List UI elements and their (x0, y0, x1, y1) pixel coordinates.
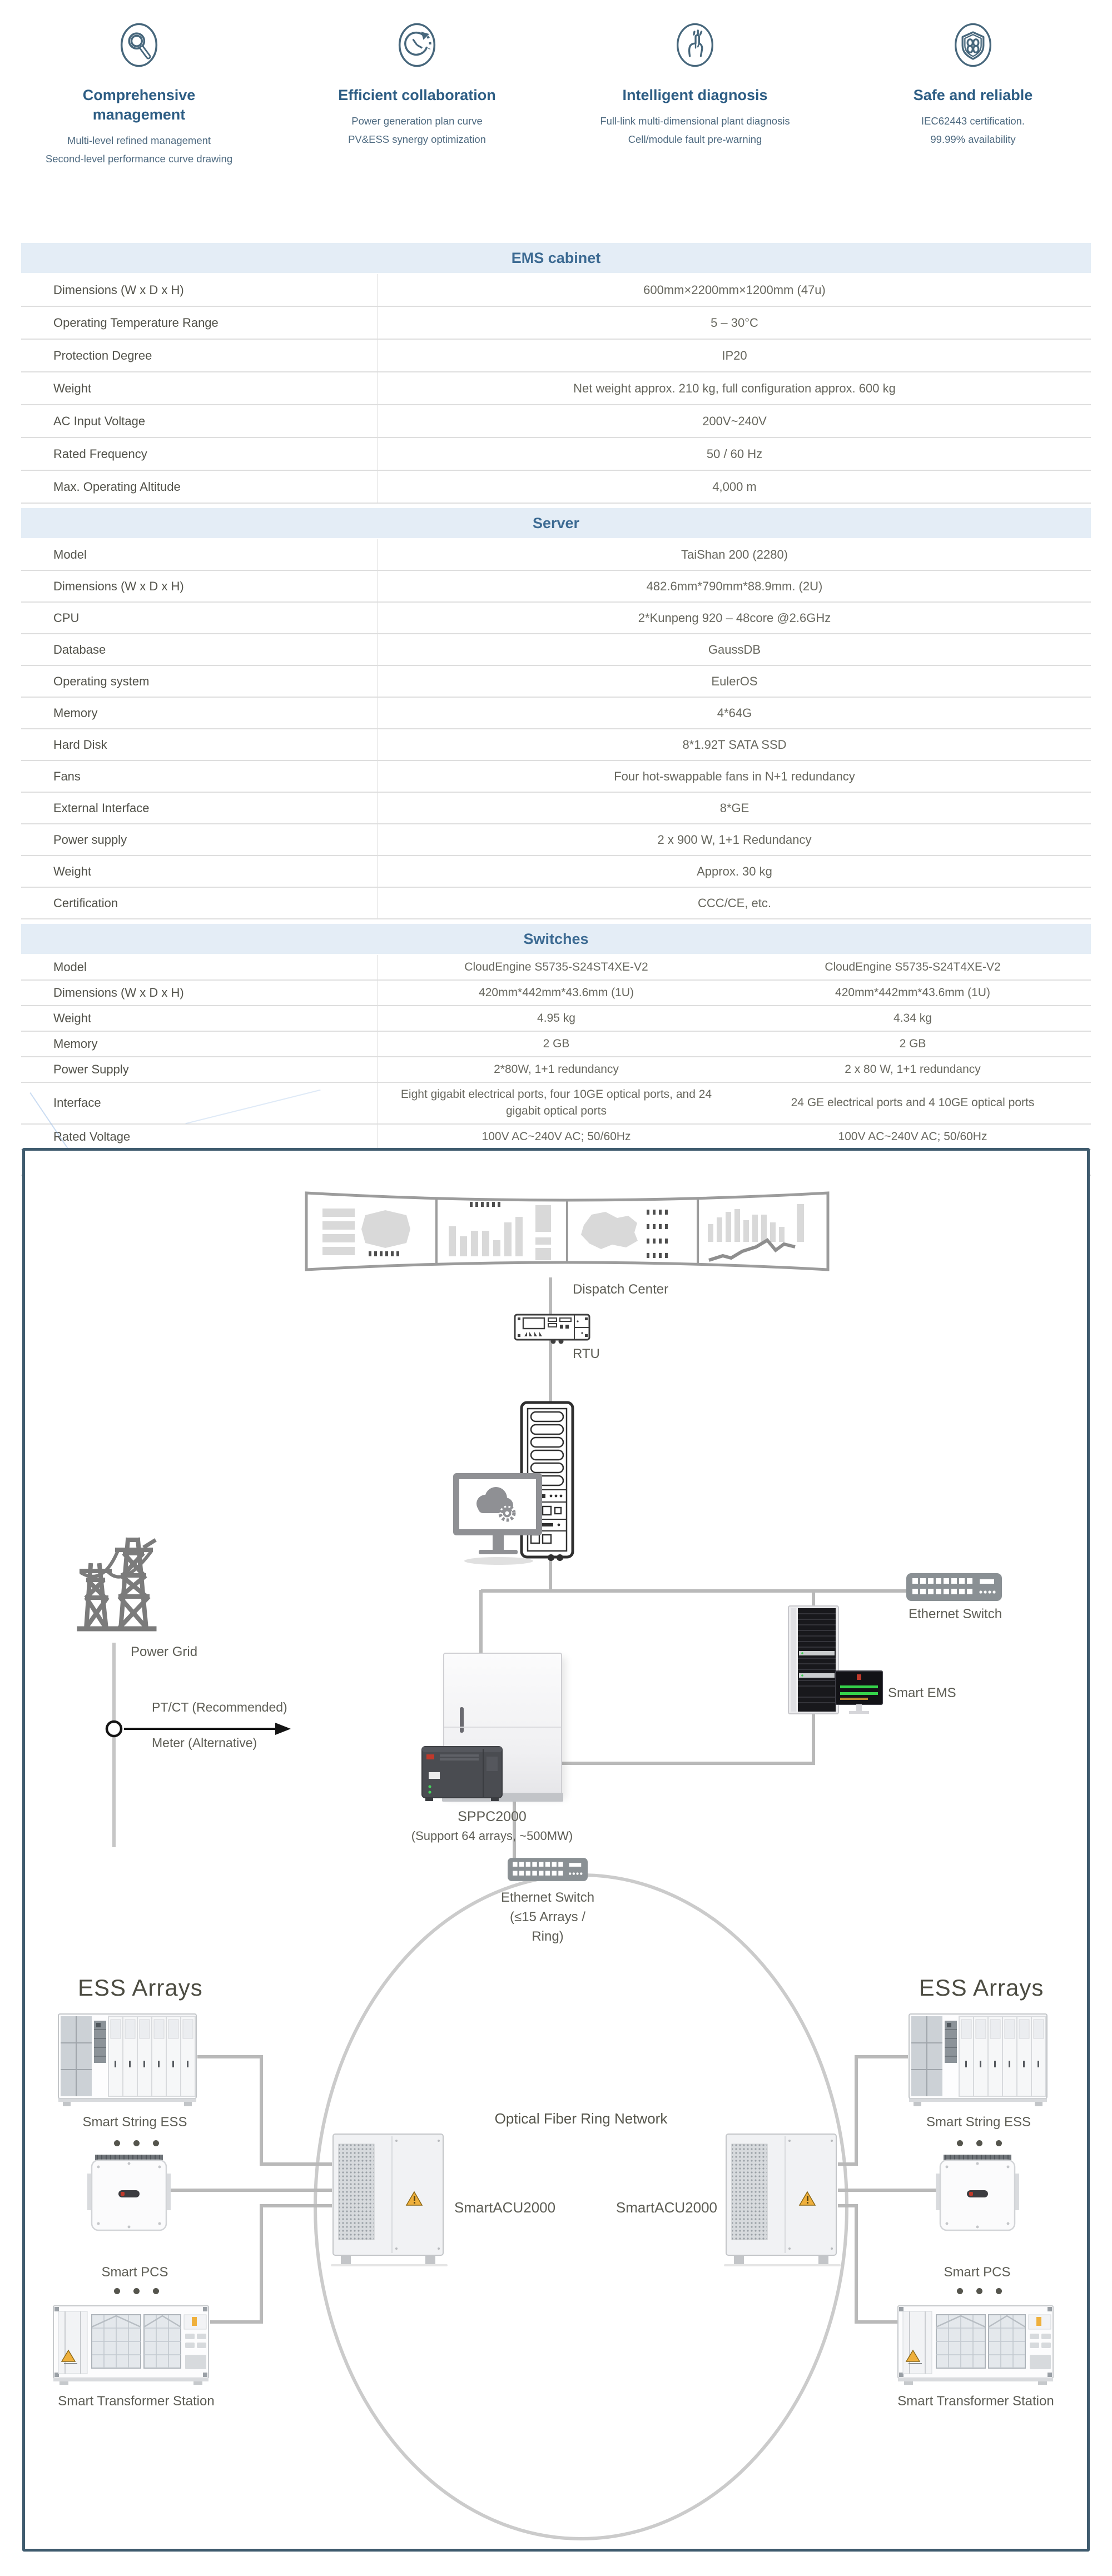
row-value: 200V~240V (702, 414, 767, 428)
row-value-switch-2: CloudEngine S5735-S24T4XE-V2 (825, 960, 1001, 973)
table-title-switches: Switches (21, 924, 1091, 954)
server-rows (21, 539, 1091, 919)
table-row (21, 981, 1091, 1006)
row-value-switch-1: 4.95 kg (537, 1011, 575, 1025)
feature-section (0, 4, 1112, 168)
table-row (21, 824, 1091, 856)
row-label: Operating system (21, 666, 378, 697)
table-row (21, 698, 1091, 729)
ethernet-switch-ring-icon (508, 1857, 588, 1882)
row-label: Weight (21, 856, 378, 887)
meter-label: Meter (Alternative) (152, 1735, 257, 1750)
feature-subtitle: 99.99% availability (930, 133, 1016, 146)
row-label: Protection Degree (21, 340, 378, 371)
table-row (21, 307, 1091, 340)
feature-subtitle: Power generation plan curve (351, 115, 483, 127)
table-title-ems-cabinet: EMS cabinet (21, 243, 1091, 273)
smart-string-ess-left (57, 2010, 197, 2108)
more-units-dots (114, 2288, 159, 2294)
feature-title: Comprehensive management (82, 87, 196, 123)
feature-subtitle-list (921, 112, 1025, 149)
table-row (21, 888, 1091, 919)
ethernet-switch-icon (906, 1573, 1002, 1601)
more-units-dots (957, 2288, 1002, 2294)
feature-subtitle: PV&ESS synergy optimization (348, 133, 486, 146)
feature-subtitle: Cell/module fault pre-warning (628, 133, 762, 146)
smart-ems-rack (788, 1605, 839, 1714)
row-value-switch-1: 100V AC~240V AC; 50/60Hz (481, 1130, 631, 1143)
table-row (21, 274, 1091, 307)
ethernet-switch-top-label: Ethernet Switch (908, 1607, 1002, 1622)
row-value-switch-1: 420mm*442mm*43.6mm (1U) (479, 986, 634, 999)
row-value: 5 – 30°C (711, 315, 758, 330)
table-row (21, 666, 1091, 698)
clock-refresh-icon (391, 19, 443, 71)
architecture-diagram (22, 1148, 1090, 2552)
feature-subtitle-list (600, 112, 790, 149)
row-label: Dimensions (W x D x H) (21, 274, 378, 306)
row-label: Interface (21, 1083, 378, 1123)
row-label: Operating Temperature Range (21, 307, 378, 339)
row-value-switch-1: 2*80W, 1+1 redundancy (494, 1062, 619, 1076)
row-value: Four hot-swappable fans in N+1 redundancy (614, 769, 855, 783)
feature-title: Intelligent diagnosis (622, 87, 768, 103)
row-value: 50 / 60 Hz (706, 446, 763, 461)
table-row (21, 856, 1091, 888)
row-value-switch-2: 420mm*442mm*43.6mm (1U) (835, 986, 990, 999)
table-row (21, 1057, 1091, 1083)
row-label: Model (21, 955, 378, 979)
dispatch-center-label: Dispatch Center (573, 1282, 669, 1297)
grid-tap-node (107, 1722, 121, 1736)
shield-icon (947, 19, 999, 71)
switches-table (21, 924, 1091, 1176)
feature-subtitle: IEC62443 certification. (921, 115, 1025, 127)
table-row (21, 571, 1091, 603)
row-value: 600mm×2200mm×1200mm (47u) (643, 282, 826, 297)
table-row (21, 405, 1091, 438)
smart-string-ess-left-label: Smart String ESS (82, 2115, 187, 2130)
table-row (21, 539, 1091, 571)
row-label: Power Supply (21, 1057, 378, 1082)
table-row (21, 1125, 1091, 1150)
row-label: Weight (21, 372, 378, 404)
row-value: EulerOS (711, 674, 758, 688)
smart-transformer-left (52, 2303, 210, 2385)
row-value: 482.6mm*790mm*88.9mm. (2U) (646, 579, 823, 593)
row-value-switch-2: 2 GB (899, 1037, 926, 1050)
table-row (21, 603, 1091, 634)
row-label: AC Input Voltage (21, 405, 378, 437)
row-value-switch-1: 2 GB (543, 1037, 570, 1050)
table-row (21, 955, 1091, 981)
smartacu2000-left-label: SmartACU2000 (454, 2199, 556, 2216)
smart-transformer-left-label: Smart Transformer Station (58, 2394, 215, 2409)
feature-subtitle: Full-link multi-dimensional plant diagnosis (600, 115, 790, 127)
row-label: External Interface (21, 793, 378, 823)
table-row (21, 761, 1091, 793)
ptct-label: PT/CT (Recommended) (152, 1700, 287, 1714)
feature-intelligent-diagnosis (556, 4, 834, 168)
ems-cabinet-table (21, 243, 1091, 504)
power-grid-label: Power Grid (131, 1644, 198, 1659)
row-value: 4,000 m (712, 479, 757, 494)
switches-rows (21, 955, 1091, 1176)
feature-subtitle-list (348, 112, 486, 149)
feature-efficient-collaboration (278, 4, 556, 168)
smart-transformer-right (896, 2303, 1055, 2385)
table-row (21, 438, 1091, 471)
smart-transformer-right-label: Smart Transformer Station (897, 2394, 1054, 2409)
sppc2000-sublabel: (Support 64 arrays, ~500MW) (411, 1829, 573, 1843)
row-value: IP20 (722, 348, 747, 362)
row-label: Memory (21, 698, 378, 728)
row-label: Memory (21, 1032, 378, 1056)
table-row (21, 729, 1091, 761)
row-value: 8*1.92T SATA SSD (682, 737, 787, 752)
magnifier-icon (113, 19, 165, 71)
row-label: Database (21, 634, 378, 665)
feature-title: Safe and reliable (913, 87, 1033, 103)
row-label: Weight (21, 1006, 378, 1031)
row-value-switch-1: CloudEngine S5735-S24ST4XE-V2 (464, 960, 648, 973)
dispatch-center-screens (303, 1185, 831, 1277)
smartacu2000-left (330, 2132, 449, 2268)
row-label: Max. Operating Altitude (21, 471, 378, 503)
smart-pcs-left (87, 2155, 171, 2234)
table-row (21, 793, 1091, 824)
feature-comprehensive-management (0, 4, 278, 168)
sppc2000-label: SPPC2000 (458, 1809, 527, 1824)
row-value: 4*64G (717, 705, 752, 720)
table-row (21, 340, 1091, 372)
row-label: Power supply (21, 824, 378, 855)
row-label: Rated Voltage (21, 1125, 378, 1149)
smartacu2000-right (723, 2132, 842, 2268)
table-row (21, 1083, 1091, 1125)
feature-subtitle: Multi-level refined management (67, 135, 211, 147)
row-value: 8*GE (719, 800, 749, 815)
more-units-dots (114, 2140, 159, 2146)
ethernet-switch-ring-label: Ethernet Switch (≤15 Arrays / Ring) (500, 1890, 595, 1944)
table-row (21, 471, 1091, 504)
table-row (21, 634, 1091, 666)
more-units-dots (957, 2140, 1002, 2146)
row-value-switch-2: 100V AC~240V AC; 50/60Hz (838, 1130, 987, 1143)
rtu-icon (513, 1311, 591, 1346)
row-value: 2*Kunpeng 920 – 48core @2.6GHz (638, 610, 831, 625)
cloud-management-monitor-icon (452, 1472, 544, 1567)
smart-pcs-right-label: Smart PCS (944, 2265, 1011, 2280)
ess-arrays-right-heading: ESS Arrays (919, 1975, 1044, 2001)
row-label: CPU (21, 603, 378, 633)
smart-ems-monitor (835, 1670, 883, 1717)
smart-ems-label: Smart EMS (888, 1685, 956, 1700)
row-value: Net weight approx. 210 kg, full configuration approx. 600 kg (573, 381, 896, 395)
row-value: 2 x 900 W, 1+1 Redundancy (657, 832, 812, 847)
row-value: CCC/CE, etc. (697, 896, 772, 910)
smartacu2000-right-label: SmartACU2000 (615, 2199, 717, 2216)
smart-pcs-right (936, 2155, 1019, 2234)
row-label: Rated Frequency (21, 438, 378, 470)
row-label: Model (21, 539, 378, 570)
snap-fingers-icon (669, 19, 721, 71)
row-value: GaussDB (708, 642, 761, 657)
table-title-server: Server (21, 508, 1091, 538)
row-value-switch-2: 2 x 80 W, 1+1 redundancy (845, 1062, 981, 1076)
table-row (21, 372, 1091, 405)
row-value-switch-1: Eight gigabit electrical ports, four 10GE optical ports, and 24 gigabit optical ports (400, 1088, 712, 1118)
feature-subtitle-list (46, 131, 232, 168)
smart-string-ess-right (908, 2010, 1048, 2108)
row-label: Dimensions (W x D x H) (21, 571, 378, 601)
rtu-label: RTU (573, 1346, 600, 1361)
spec-tables (21, 243, 1091, 1176)
smart-pcs-left-label: Smart PCS (101, 2265, 168, 2280)
row-value-switch-2: 24 GE electrical ports and 4 10GE optical ports (791, 1096, 1035, 1110)
feature-safe-reliable (834, 4, 1112, 168)
smart-string-ess-right-label: Smart String ESS (926, 2115, 1031, 2130)
sppc2000-controller-unit (421, 1743, 503, 1802)
feature-title: Efficient collaboration (338, 87, 496, 103)
table-row (21, 1032, 1091, 1057)
row-label: Dimensions (W x D x H) (21, 981, 378, 1005)
optical-ring-label: Optical Fiber Ring Network (494, 2110, 668, 2127)
row-value-switch-2: 4.34 kg (893, 1011, 932, 1025)
row-label: Certification (21, 888, 378, 918)
ems-cabinet-rows (21, 274, 1091, 504)
row-value: TaiShan 200 (2280) (681, 547, 788, 561)
power-grid-icon (75, 1524, 158, 1634)
row-value: Approx. 30 kg (697, 864, 772, 878)
feature-subtitle: Second-level performance curve drawing (45, 153, 233, 165)
table-row (21, 1006, 1091, 1032)
row-label: Hard Disk (21, 729, 378, 760)
server-table (21, 508, 1091, 919)
cabinet-handle (460, 1707, 464, 1733)
ess-arrays-left-heading: ESS Arrays (78, 1975, 203, 2001)
meter-arrow-head (275, 1723, 291, 1735)
row-label: Fans (21, 761, 378, 792)
